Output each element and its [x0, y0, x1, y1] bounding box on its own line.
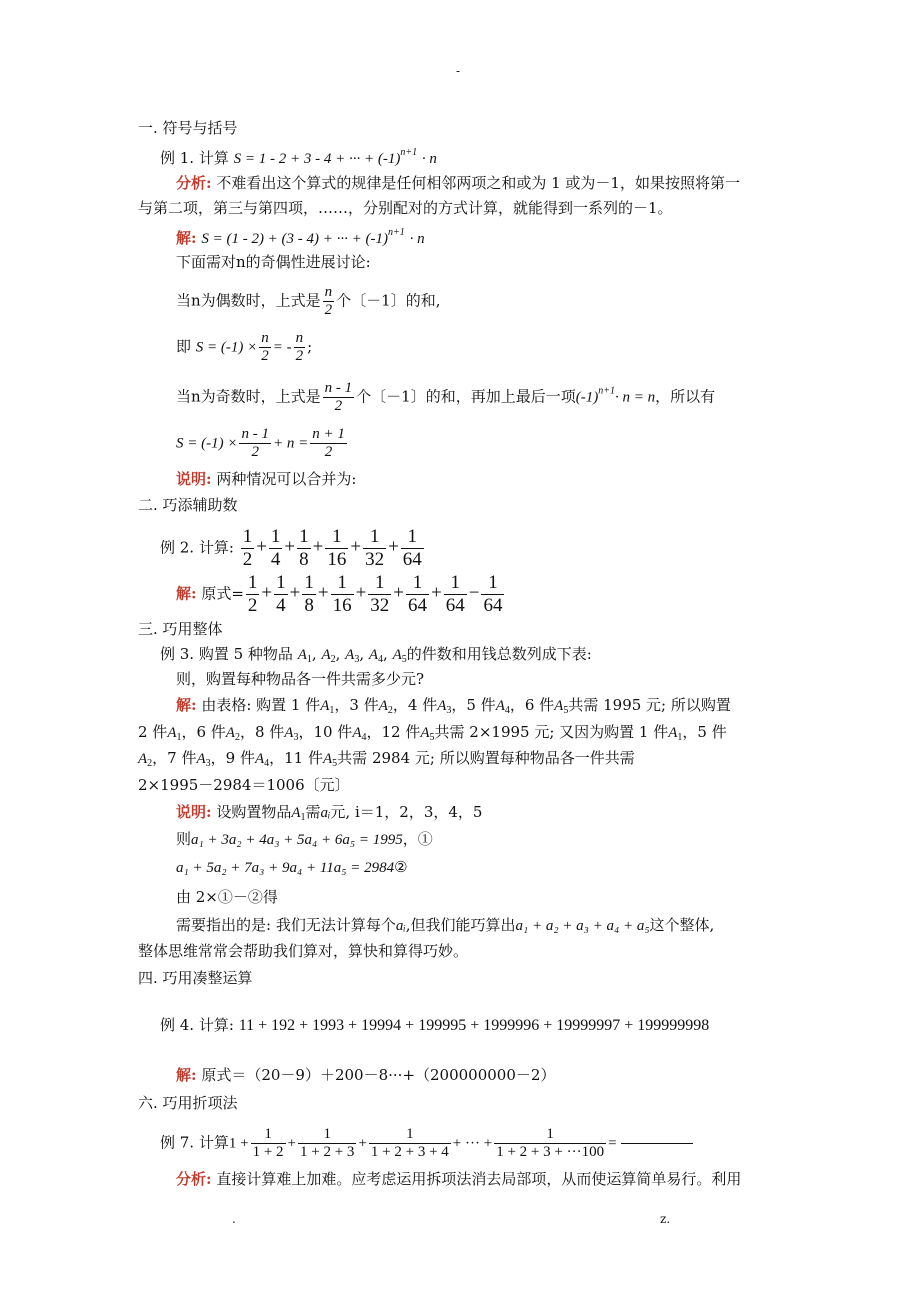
text: 2 件 — [138, 723, 168, 741]
fraction-numerator: 1 — [251, 1126, 286, 1144]
example-1 — [160, 142, 437, 170]
var-sub: 5 — [401, 654, 407, 665]
odd-case-exponent: n+1 — [598, 385, 615, 397]
note-3-label: 说明: — [176, 803, 212, 821]
text: 需 — [305, 803, 321, 821]
var-A: A — [378, 698, 388, 714]
var-sub: 1 — [300, 812, 306, 823]
analysis-1-text-1: 不难看出这个算式的规律是任何相邻两项之和或为 1 或为－1，如果按照将第一 — [216, 174, 740, 192]
fraction-1-2 — [241, 526, 255, 571]
even-result-expression: S = (-1) × — [195, 339, 258, 356]
fraction-denominator: 2 — [251, 444, 259, 460]
var-A: A — [321, 647, 331, 663]
analysis-1-line-2: 与第二项，第三与第四项，……，分别配对的方式计算，就能得到一系列的－1。 — [138, 199, 673, 217]
fraction-n-minus-1-over-2-b — [239, 426, 271, 461]
var-A: A — [323, 751, 333, 767]
sum-expression: a₁ + a₂ + a₃ + a₄ + a₅ — [515, 918, 650, 934]
fraction-n-plus-1-over-2 — [310, 426, 347, 461]
solution-3-line-2 — [138, 721, 727, 749]
example-3-text-a: 例 3. 购置 5 种物品 — [160, 645, 293, 663]
fraction-numerator: n — [324, 284, 333, 300]
fraction-numerator: n - 1 — [241, 426, 269, 442]
fraction-denominator: 32 — [370, 595, 390, 616]
text: 元 — [330, 803, 346, 821]
text: 共需 2×1995 元; 又因为购置 1 件 — [434, 723, 669, 741]
fraction-denominator: 1 + 2 — [252, 1144, 284, 1160]
text: 这个整体, — [649, 916, 715, 934]
example-3-question: 则，购置每种物品各一件共需多少元? — [176, 670, 425, 688]
fraction-numerator: n + 1 — [312, 426, 345, 442]
fraction-denominator: 16 — [327, 549, 347, 570]
fraction-1-over-sum-to-100 — [494, 1126, 606, 1161]
solution-1-tail: · n — [409, 231, 425, 247]
text: ，6 件 — [181, 723, 226, 741]
fraction-numerator: 1 — [242, 526, 253, 547]
section-4-heading: 四. 巧用凑整运算 — [138, 969, 253, 987]
header-mark: - — [456, 64, 461, 78]
example-4 — [160, 1014, 709, 1037]
example-7-lead: 1 + — [228, 1135, 249, 1152]
note-1-text: 两种情况可以合并为: — [216, 470, 357, 488]
text: 设购置物品 — [216, 803, 292, 821]
var-sub: 2 — [147, 758, 153, 769]
odd-result — [176, 426, 349, 461]
fraction-1-over-1p2 — [251, 1126, 286, 1161]
odd-case-last-term: (-1) — [575, 389, 599, 406]
fraction-denominator: 16 — [332, 595, 352, 616]
text: ,但我们能巧算出 — [405, 916, 516, 934]
solution-3-line-3 — [138, 747, 635, 775]
fraction-1-4 — [274, 572, 288, 617]
example-1-expression: S = 1 - 2 + 3 - 4 + ··· + (-1) — [233, 151, 401, 167]
var-A: A — [254, 751, 265, 767]
text: ，10 件 — [298, 723, 353, 741]
var-sub: 1 — [329, 705, 335, 716]
text: 需要指出的是: 我们无法计算每个 — [176, 916, 396, 934]
text: ，7 件 — [152, 749, 197, 767]
fraction-1-2 — [246, 572, 260, 617]
example-7: 例 7. 计算1 + $\frac{1}{1 + 2}$ + $\frac{1}{1 + 2 + 3}$ + $\frac{1}{1 + 2 + 3 + 4}$ + ··· + $\frac{1}{1 + 2 + 3 + \cdot\cdot\cdot 100}$ = — [160, 1126, 693, 1161]
fraction-denominator: 8 — [304, 595, 314, 616]
var-sub: 3 — [293, 732, 299, 743]
fraction-numerator: 1 — [298, 1126, 356, 1144]
parity-discussion: 下面需对n的奇偶性进展讨论: — [176, 253, 371, 271]
equation-2 — [176, 856, 408, 879]
text: 则 — [176, 830, 192, 848]
var-sub: 1 — [306, 654, 312, 665]
var-sub: 3 — [446, 705, 452, 716]
example-7-dots: + ··· + — [452, 1135, 493, 1152]
var-sub: 1 — [176, 732, 182, 743]
fraction-denominator: 8 — [299, 549, 309, 570]
var-A: A — [291, 805, 301, 821]
text: 共需 2984 元; 所以购置每种物品各一件共需 — [337, 749, 635, 767]
solution-4-label: 解: — [176, 1066, 197, 1084]
fraction-denominator: 2 — [324, 302, 333, 318]
derivation: 由 2×①－②得 — [176, 888, 278, 906]
fraction-numerator: 1 — [299, 526, 309, 547]
fraction-1-16 — [331, 572, 354, 617]
fraction-1-32 — [363, 526, 386, 571]
text: , i＝1，2，3，4，5 — [345, 803, 483, 821]
fraction-denominator: 2 — [324, 444, 333, 460]
example-4-expression: 11 + 192 + 1993 + 19994 + 199995 + 1999996 + 19999997 + 199999998 — [238, 1017, 710, 1034]
var-sub: 3 — [205, 758, 211, 769]
solution-1-label: 解: — [176, 229, 197, 247]
analysis-7 — [176, 1168, 741, 1190]
solution-4-text: 原式＝（20－9）＋200－8···+（200000000－2） — [201, 1066, 556, 1084]
fraction-1-8 — [302, 572, 316, 617]
solution-4 — [176, 1064, 555, 1086]
solution-3-line-1 — [176, 694, 731, 722]
text: ，8 件 — [239, 723, 285, 741]
var-sub: 4 — [361, 732, 367, 743]
var-A: A — [225, 725, 235, 741]
fraction-1-4 — [269, 526, 283, 571]
odd-case-text-a: 当n为奇数时，上式是 — [176, 387, 321, 406]
solution-1-expression: S = (1 - 2) + (3 - 4) + ··· + (-1) — [201, 231, 389, 247]
text: ，6 件 — [509, 696, 555, 714]
text: ，5 件 — [451, 696, 496, 714]
var-a-i: aᵢ — [395, 918, 406, 934]
var-sub: 5 — [563, 705, 569, 716]
fraction-numerator: 1 — [481, 572, 504, 595]
even-case — [176, 284, 440, 319]
var-sub: 3 — [354, 654, 360, 665]
var-A: A — [345, 647, 355, 663]
fraction-denominator: 1 + 2 + 3 + 4 — [370, 1144, 449, 1160]
var-A: A — [167, 725, 177, 741]
fraction-numerator: 1 — [494, 1126, 606, 1144]
var-A: A — [392, 647, 402, 663]
solution-3-label: 解: — [176, 696, 197, 714]
var-sub: 2 — [330, 654, 336, 665]
fraction-1-32 — [368, 572, 391, 617]
fraction-numerator: 1 — [304, 572, 314, 593]
fraction-denominator: 2 — [261, 348, 269, 364]
fraction-numerator: n — [261, 330, 269, 346]
example-4-label: 例 4. 计算: — [160, 1016, 234, 1034]
equation-2-mark: ② — [394, 858, 408, 876]
var-sub: 5 — [429, 732, 435, 743]
fraction-numerator: 1 — [363, 526, 386, 549]
var-sub: 1 — [677, 732, 683, 743]
var-A: A — [297, 647, 307, 663]
fraction-1-over-1p2p3 — [298, 1126, 356, 1161]
fraction-numerator: 1 — [331, 572, 354, 595]
equation-1 — [176, 828, 433, 851]
footer-left: . — [232, 1212, 236, 1226]
fraction-1-8 — [297, 526, 311, 571]
fraction-n-over-2-b — [259, 330, 271, 365]
text: 由表格: 购置 1 件 — [201, 696, 321, 714]
fraction-denominator: 64 — [402, 549, 422, 570]
odd-case-text-b: 个〔－1〕的和，再加上最后一项 — [356, 387, 576, 406]
note-1-label: 说明: — [176, 470, 212, 488]
fraction-denominator: 1 + 2 + 3 — [300, 1144, 355, 1160]
example-1-exponent: n+1 — [400, 147, 418, 158]
solution-2: 解: 原式= $\frac{1}{2}$ + $\frac{1}{4}$ + $\frac{1}{8}$ + $\frac{1}{16}$ + $\frac{1}{32}$ + $\frac{1}{64}$ + $\frac{1}{64}$ − $\frac{1}{64}$ — [176, 572, 503, 616]
fraction-1-16 — [325, 526, 348, 571]
example-1-tail: · n — [421, 151, 437, 167]
even-result-semicolon: ; — [307, 337, 313, 356]
var-A: A — [420, 725, 430, 741]
analysis-1-line-1 — [176, 172, 740, 194]
fraction-numerator: n — [295, 330, 304, 346]
fraction-denominator: 2 — [334, 398, 343, 414]
section-6-heading: 六. 巧用折项法 — [138, 1094, 238, 1112]
var-A: A — [437, 698, 447, 714]
fraction-denominator: 2 — [242, 549, 253, 570]
fraction-numerator: 1 — [444, 572, 467, 595]
odd-result-expression: S = (-1) × — [176, 435, 238, 452]
var-sub: 5 — [332, 758, 338, 769]
fraction-denominator: 4 — [270, 549, 281, 570]
note-1 — [176, 468, 356, 490]
fraction-1-64 — [406, 572, 429, 617]
equation-1-expression: a₁ + 3a₂ + 4a₃ + 5a₄ + 6a₅ = 1995 — [191, 832, 403, 848]
example-1-label: 例 1. 计算 — [160, 149, 229, 167]
solution-2-text: 原式= — [201, 584, 244, 603]
var-sub: 4 — [378, 654, 384, 665]
var-A: A — [196, 751, 206, 767]
fraction-numerator: 1 — [401, 526, 424, 549]
fraction-denominator: 4 — [276, 595, 286, 616]
var-A: A — [554, 698, 564, 714]
even-result-equals: = - — [272, 339, 292, 356]
fraction-denominator: 64 — [483, 595, 503, 616]
note-3 — [176, 801, 482, 829]
text: ，9 件 — [210, 749, 255, 767]
fraction-numerator: 1 — [406, 572, 429, 595]
footer-right: z. — [660, 1212, 671, 1226]
fraction-1-64-b — [444, 572, 467, 617]
fraction-numerator: 1 — [270, 526, 281, 547]
text: ，3 件 — [334, 696, 379, 714]
equation-1-mark: ，① — [402, 830, 433, 848]
point-line-1 — [176, 914, 714, 937]
solution-2-label: 解: — [176, 584, 197, 603]
fraction-numerator: 1 — [369, 1126, 451, 1144]
text: ，12 件 — [366, 723, 421, 741]
fraction-n-over-2-c — [294, 330, 306, 365]
analysis-7-text: 直接计算难上加难。应考虑运用拆项法消去局部项，从而使运算简单易行。利用 — [216, 1170, 742, 1188]
example-2-label: 例 2. 计算: — [160, 538, 234, 557]
text: ，4 件 — [392, 696, 438, 714]
example-3: 例 3. 购置 5 种物品 $A_1$, $A_2$, $A_3$, $A_4$, $A_5$的件数和用钱总数列成下表: — [160, 645, 592, 665]
fraction-numerator: 1 — [368, 572, 391, 595]
odd-case-last-term-tail: · n = n — [614, 389, 656, 406]
var-A: A — [495, 698, 505, 714]
fraction-denominator: 1 + 2 + 3 + ···100 — [496, 1144, 605, 1160]
fraction-denominator: 64 — [408, 595, 427, 616]
var-A: A — [284, 725, 294, 741]
var-sub: 4 — [264, 758, 270, 769]
odd-case — [176, 380, 715, 415]
fraction-numerator: 1 — [276, 572, 286, 593]
even-case-text-b: 个〔－1〕的和, — [336, 291, 441, 310]
even-result-prefix: 即 — [176, 337, 192, 356]
equation-2-expression: a₁ + 5a₂ + 7a₃ + 9a₄ + 11a₅ = 2984 — [176, 860, 395, 876]
even-result — [176, 330, 312, 365]
fraction-denominator: 2 — [247, 595, 258, 616]
fraction-n-minus-1-over-2 — [323, 380, 355, 415]
var-a-i: aᵢ — [320, 805, 331, 821]
solution-1-exponent: n+1 — [388, 227, 405, 238]
answer-blank — [621, 1143, 693, 1144]
solution-3-result: 2×1995－2984＝1006〔元〕 — [138, 776, 350, 794]
fraction-denominator: 32 — [365, 549, 385, 570]
var-A: A — [352, 725, 362, 741]
var-A: A — [138, 751, 148, 767]
section-3-heading: 三. 巧用整体 — [138, 620, 223, 638]
var-A: A — [320, 698, 330, 714]
odd-case-text-c: ，所以有 — [655, 387, 716, 406]
even-case-text-a: 当n为偶数时，上式是 — [176, 291, 321, 310]
text: ，11 件 — [269, 749, 323, 767]
example-3-text-b: 的件数和用钱总数列成下表: — [406, 645, 592, 663]
fraction-1-64 — [401, 526, 424, 571]
fraction-numerator: n - 1 — [324, 380, 353, 396]
fraction-numerator: 1 — [325, 526, 348, 549]
var-sub: 2 — [234, 732, 240, 743]
odd-result-plus: + n = — [272, 435, 309, 452]
analysis-7-label: 分析: — [176, 1170, 212, 1188]
fraction-1-64-c — [481, 572, 504, 617]
var-sub: 4 — [504, 705, 510, 716]
var-A: A — [368, 647, 379, 663]
point-line-2: 整体思维常常会帮助我们算对，算快和算得巧妙。 — [138, 942, 469, 960]
fraction-numerator: 1 — [247, 572, 258, 593]
fraction-denominator: 64 — [445, 595, 465, 616]
fraction-denominator: 2 — [295, 348, 304, 364]
text: ，5 件 — [682, 723, 727, 741]
text: 共需 1995 元; 所以购置 — [568, 696, 731, 714]
var-A: A — [668, 725, 678, 741]
analysis-1-label: 分析: — [176, 174, 212, 192]
example-7-label: 例 7. 计算 — [160, 1133, 229, 1152]
example-2: 例 2. 计算: $\frac{1}{2}$ + $\frac{1}{4}$ + $\frac{1}{8}$ + $\frac{1}{16}$ + $\frac{1}{32}$ + $\frac{1}{64}$ — [160, 526, 422, 570]
example-7-equals: = — [608, 1135, 617, 1152]
fraction-1-over-1p2p3p4 — [369, 1126, 451, 1161]
solution-1 — [176, 222, 425, 250]
section-1-heading: 一. 符号与括号 — [138, 119, 238, 137]
fraction-n-over-2 — [323, 284, 335, 319]
var-sub: 2 — [387, 705, 393, 716]
section-2-heading: 二. 巧添辅助数 — [138, 496, 238, 514]
